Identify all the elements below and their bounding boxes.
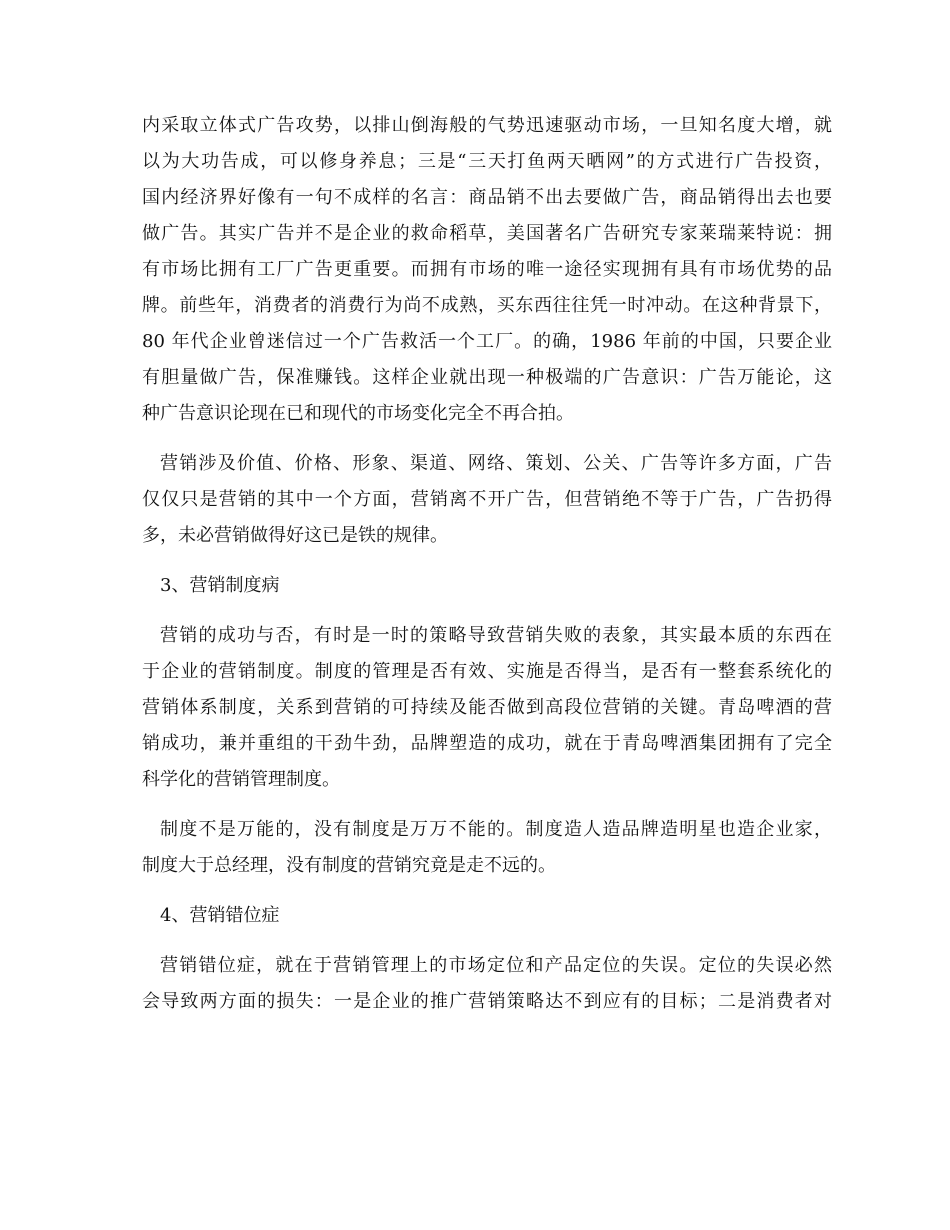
text-line: 制度不是万能的，没有制度是万万不能的。制度造人造品牌造明星也造企业家， bbox=[160, 819, 832, 840]
paragraph-system-importance bbox=[142, 812, 832, 884]
text-line: 营销体系制度，关系到营销的可持续及能否做到高段位营销的关键。青岛啤酒的营 bbox=[142, 697, 832, 718]
text-line: 营销错位症，就在于营销管理上的市场定位和产品定位的失误。定位的失误必然 bbox=[160, 955, 832, 976]
text-line: 80 年代企业曾迷信过一个广告救活一个工厂。的确，1986 年前的中国，只要企业 bbox=[142, 331, 832, 352]
text-line: 制度大于总经理，没有制度的营销究竟是走不远的。 bbox=[142, 855, 556, 876]
section-heading: 4、营销错位症 bbox=[160, 905, 280, 926]
paragraph-advertising-myth bbox=[142, 108, 832, 432]
text-line: 有胆量做广告，保准赚钱。这样企业就出现一种极端的广告意识：广告万能论，这 bbox=[142, 367, 832, 388]
text-line: 做广告。其实广告并不是企业的救命稻草，美国著名广告研究专家莱瑞莱特说：拥 bbox=[142, 223, 832, 244]
document-body bbox=[142, 108, 832, 1020]
text-line: 于企业的营销制度。制度的管理是否有效、实施是否得当，是否有一整套系统化的 bbox=[142, 661, 832, 682]
text-line: 以为大功告成，可以修身养息；三是“三天打鱼两天晒网”的方式进行广告投资， bbox=[142, 151, 832, 172]
section-heading-system-disease bbox=[142, 568, 832, 604]
text-line: 仅仅只是营销的其中一个方面，营销离不开广告，但营销绝不等于广告，广告扔得 bbox=[142, 489, 832, 510]
section-heading: 3、营销制度病 bbox=[160, 575, 280, 596]
text-line: 营销涉及价值、价格、形象、渠道、网络、策划、公关、广告等许多方面，广告 bbox=[160, 453, 832, 474]
text-line: 会导致两方面的损失：一是企业的推广营销策略达不到应有的目标；二是消费者对 bbox=[142, 991, 832, 1012]
text-line: 营销的成功与否，有时是一时的策略导致营销失败的表象，其实最本质的东西在 bbox=[160, 625, 832, 646]
text-line: 有市场比拥有工厂广告更重要。而拥有市场的唯一途径实现拥有具有市场优势的品 bbox=[142, 259, 832, 280]
text-line: 销成功，兼并重组的干劲牛劲，品牌塑造的成功，就在于青岛啤酒集团拥有了完全 bbox=[142, 733, 832, 754]
text-line: 种广告意识论现在已和现代的市场变化完全不再合拍。 bbox=[142, 403, 574, 424]
text-line: 牌。前些年，消费者的消费行为尚不成熟，买东西往往凭一时冲动。在这种背景下， bbox=[142, 295, 832, 316]
paragraph-marketing-aspects bbox=[142, 446, 832, 554]
text-line: 国内经济界好像有一句不成样的名言：商品销不出去要做广告，商品销得出去也要 bbox=[142, 187, 832, 208]
text-line: 多，未必营销做得好这已是铁的规律。 bbox=[142, 525, 448, 546]
paragraph-misposition bbox=[142, 948, 832, 1020]
text-line: 科学化的营销管理制度。 bbox=[142, 769, 340, 790]
section-heading-misposition bbox=[142, 898, 832, 934]
text-line: 内采取立体式广告攻势，以排山倒海般的气势迅速驱动市场，一旦知名度大增，就 bbox=[142, 115, 832, 136]
paragraph-marketing-system bbox=[142, 618, 832, 798]
